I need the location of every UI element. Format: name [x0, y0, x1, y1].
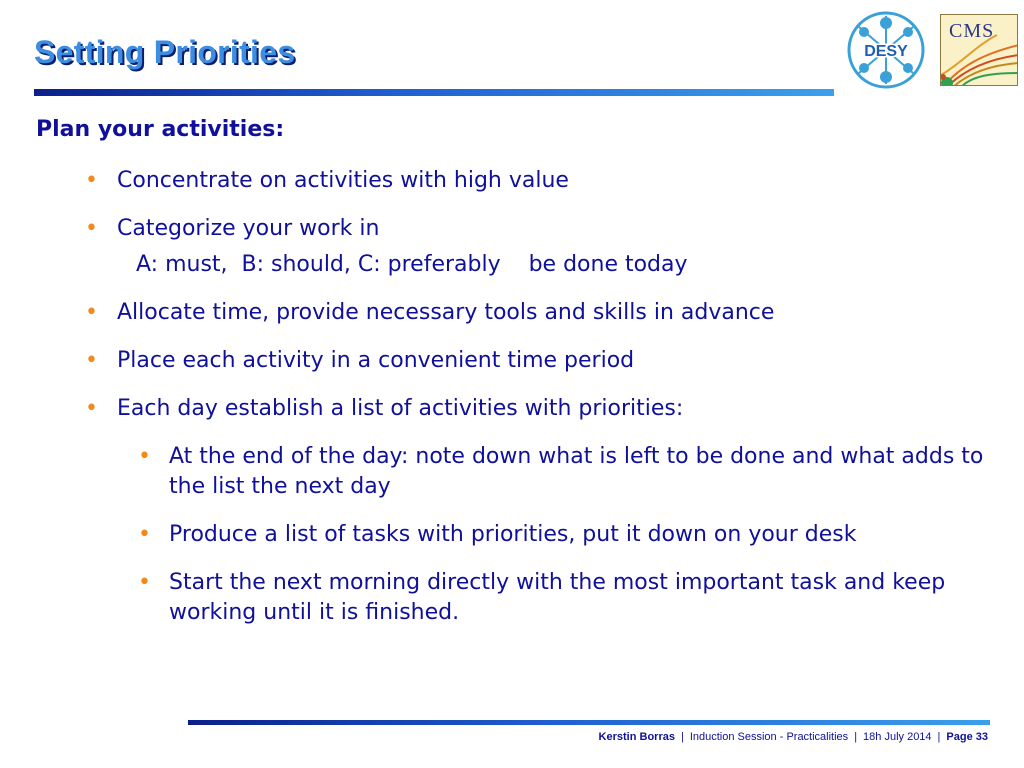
title-divider: [34, 89, 834, 96]
sub-list-item-text: Produce a list of tasks with priorities, put it down on your desk: [169, 522, 857, 547]
bullet-icon: •: [85, 396, 98, 421]
category-detail: A: must, B: should, C: preferably be done today: [136, 252, 688, 277]
cms-logo-text: CMS: [949, 20, 995, 42]
footer-date: 18h July 2014: [863, 731, 932, 743]
bullet-list: [36, 166, 996, 628]
section-heading: Plan your activities:: [36, 117, 285, 142]
footer-separator: |: [854, 731, 858, 743]
slide-footer: [599, 731, 988, 743]
footer-divider: [188, 720, 990, 725]
cms-logo: [940, 14, 1018, 86]
sub-list-item: [117, 442, 996, 502]
footer-page-number: Page 33: [946, 731, 988, 743]
list-item: [36, 214, 996, 244]
footer-author: Kerstin Borras: [598, 731, 675, 743]
list-item-text: Concentrate on activities with high value: [117, 168, 569, 193]
list-item-text: Place each activity in a convenient time period: [117, 348, 635, 373]
footer-separator: |: [680, 731, 684, 743]
bullet-icon: •: [138, 570, 151, 595]
slide-title: Setting Priorities: [34, 34, 296, 70]
sub-list-item-text: Start the next morning directly with the most important task and keep working until it is finished.: [169, 570, 946, 625]
bullet-icon: •: [85, 300, 98, 325]
sub-list-item: [117, 568, 996, 628]
list-item: [36, 394, 996, 628]
bullet-icon: •: [85, 168, 98, 193]
bullet-icon: •: [138, 522, 151, 547]
desy-logo: [846, 10, 926, 90]
slide-content: [36, 116, 996, 646]
list-item: [36, 298, 996, 328]
list-item-text: Categorize your work in: [117, 216, 380, 241]
list-item-text: Allocate time, provide necessary tools and skills in advance: [117, 300, 775, 325]
bullet-icon: •: [85, 216, 98, 241]
list-item: [36, 346, 996, 376]
bullet-icon: •: [85, 348, 98, 373]
desy-logo-text: DESY: [864, 43, 908, 60]
footer-separator: |: [937, 731, 941, 743]
list-item: [36, 166, 996, 196]
sub-list-item-text: At the end of the day: note down what is left to be done and what adds to the list the next day: [169, 444, 984, 499]
list-item-text: Each day establish a list of activities with priorities:: [117, 396, 684, 421]
sub-bullet-list: [117, 442, 996, 628]
bullet-icon: •: [138, 444, 151, 469]
footer-session: Induction Session - Practicalities: [689, 731, 849, 743]
sub-list-item: [117, 520, 996, 550]
